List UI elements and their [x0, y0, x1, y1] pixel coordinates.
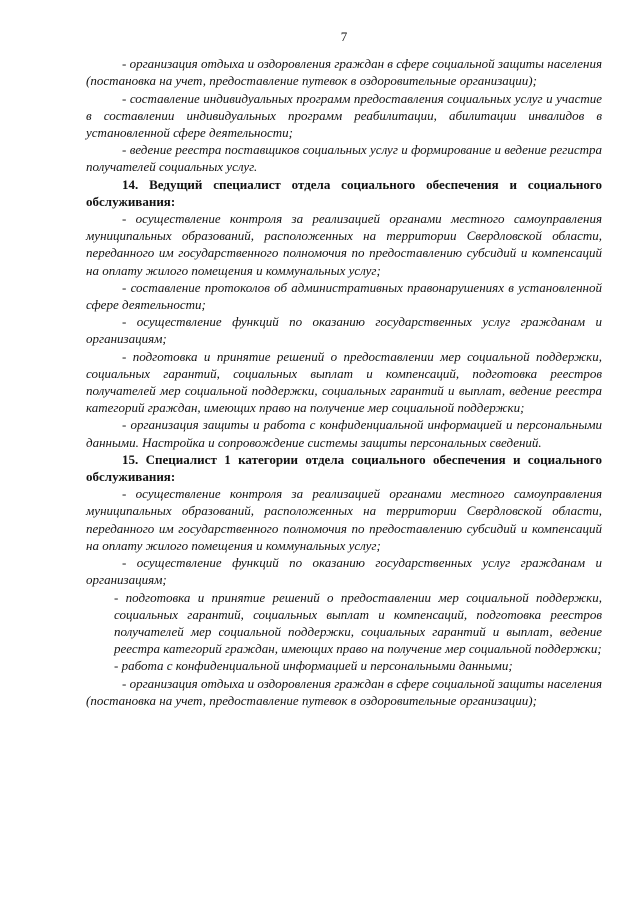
paragraph-protocols: - составление протоколов об административных правонарушениях в установленной сфере деятельности; — [86, 279, 602, 313]
paragraph-data-protection: - организация защиты и работа с конфиденциальной информацией и персональными данными. Настройка и сопровождение системы защиты персональных сведений. — [86, 417, 602, 450]
paragraph-confidential-info-15: - работа с конфиденциальной информацией и персональными данными; — [114, 658, 513, 674]
paragraph-state-services: - осуществление функций по оказанию государственных услуг гражданам и организациям; — [86, 314, 602, 347]
section-15 — [86, 451, 602, 709]
paragraph-control-subsidies-15: - осуществление контроля за реализацией органами местного самоуправления муниципальных образований, расположенных на территории Свердловской области, переданного им государственного полномочия по предоставлению субсидий и компенсаций на оплату жилого помещения и коммунальных услуг; — [86, 486, 602, 553]
paragraph-state-services-15: - осуществление функций по оказанию государственных услуг гражданам и организациям; — [86, 555, 602, 588]
paragraph-provider-registry: - ведение реестра поставщиков социальных услуг и формирование и ведение регистра получателей социальных услуг. — [86, 142, 602, 175]
paragraph-recreation-duties: - организация отдыха и оздоровления граждан в сфере социальной защиты населения (постановка на учет, предоставление путевок в оздоровительные организации); — [86, 56, 602, 89]
paragraph-social-support-decisions-15: - подготовка и принятие решений о предоставлении мер социальной поддержки, социальных гарантий, социальных выплат и компенсаций, подготовка реестров получателей мер социальной поддержки, социальных гарантий и выплат, ведение реестра категорий граждан, имеющих право на получение мер социальной поддержки; — [114, 589, 602, 657]
page-number: 7 — [340, 29, 348, 44]
paragraph-individual-programs: - составление индивидуальных программ предоставления социальных услуг и участие в составлении индивидуальных программ реабилитации, абилитации инвалидов в установленной сфере деятельности; — [86, 90, 602, 141]
paragraph-recreation-duties-15: - организация отдыха и оздоровления граждан в сфере социальной защиты населения (постановка на учет, предоставление путевок в оздоровительные организации); — [86, 675, 602, 708]
paragraph-social-support-decisions: - подготовка и принятие решений о предоставлении мер социальной поддержки, социальных гарантий, социальных выплат и компенсаций, подготовка реестров получателей мер социальной поддержки, социальных гарантий и выплат, ведение реестра категорий граждан, имеющих право на получение мер социальной поддержки; — [86, 348, 602, 416]
document-page — [86, 28, 602, 709]
section-heading-14: 14. Ведущий специалист отдела социального обеспечения и социального обслуживания: — [86, 176, 602, 209]
paragraph-control-subsidies: - осуществление контроля за реализацией органами местного самоуправления муниципальных образований, расположенных на территории Свердловской области, переданного им государственного полномочия по предоставлению субсидий и компенсаций на оплату жилого помещения и коммунальных услуг; — [86, 211, 602, 278]
section-heading-15: 15. Специалист 1 категории отдела социального обеспечения и социального обслуживания: — [86, 451, 602, 485]
